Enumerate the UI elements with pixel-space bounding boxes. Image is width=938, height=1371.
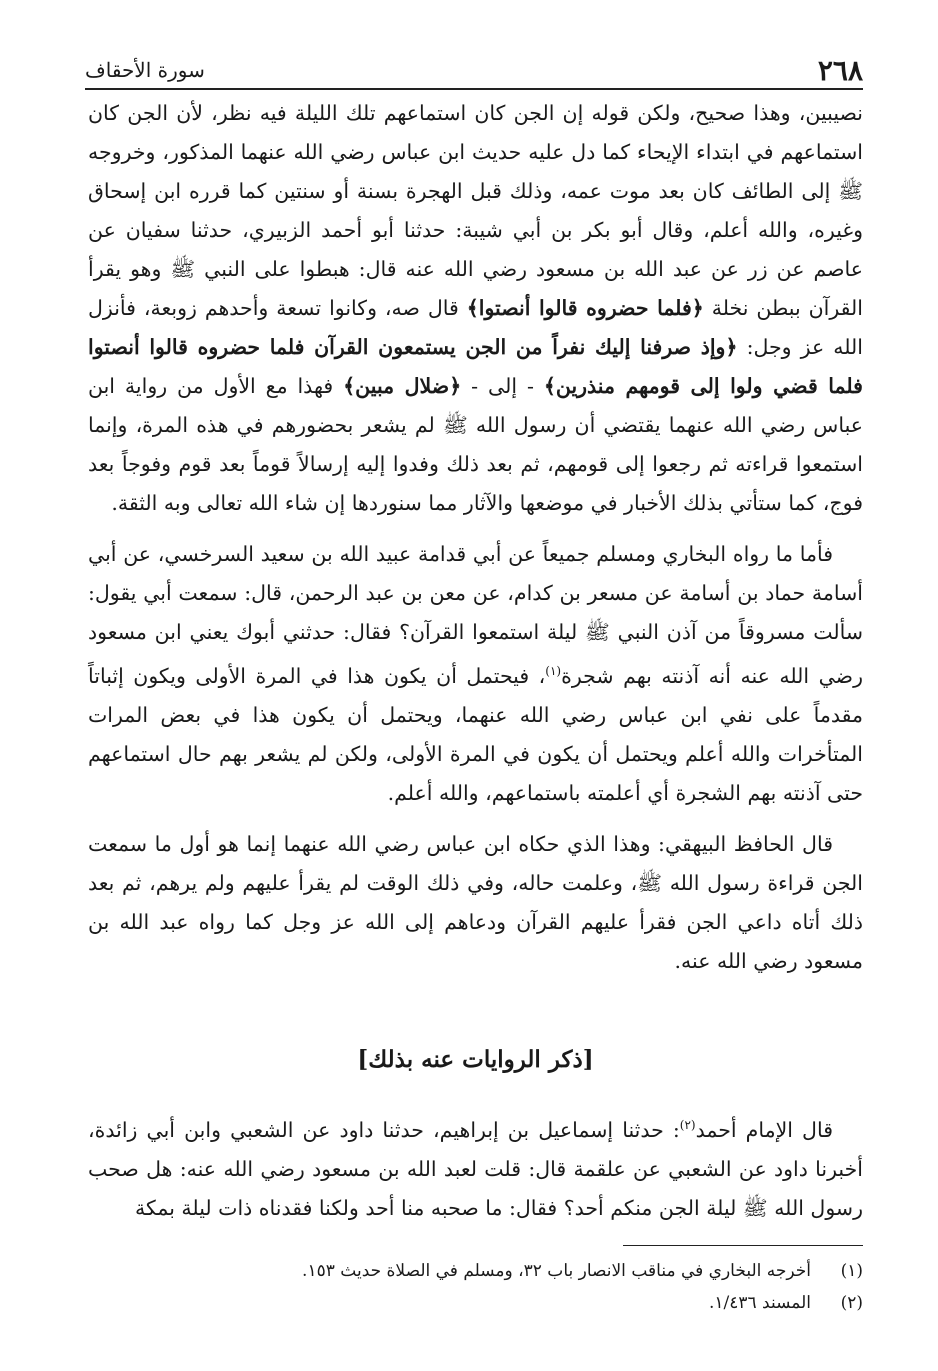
text-run: قال صه، وكانوا تسعة وأحدهم زوبعة، فأنزل الله عز وجل: <box>88 296 863 359</box>
footnote-1 <box>88 1255 863 1287</box>
text-run: ، فيحتمل أن يكون هذا في المرة الأولى ويكون إثباتاً مقدماً على نفي ابن عباس رضي الله عنهما، ويحتمل أن يكون هذا في بعض المرات المتأخرات والله أعلم ويحتمل أن يكون في المرة الأولى، ولكن لم يشعر بهم حال استماعهم حتى آذنته بهم الشجرة أي أعلمته باستماعهم، والله أعلم. <box>88 663 863 805</box>
text-run: فهذا مع الأول من رواية ابن عباس رضي الله عنهما يقتضي أن رسول الله ﷺ لم يشعر بحضورهم في هذه المرة، وإنما استمعوا قراءته ثم رجعوا إلى قومهم، ثم بعد ذلك وفدوا إليه إرسالاً قوماً بعد قوم وفوجاً بعد فوج، كما ستأتي بذلك الأخبار في موضعها والآثار مما سنوردها إن شاء الله تعالى وبه الثقة. <box>88 374 863 515</box>
page-number: ٢٦٨ <box>817 54 863 87</box>
quran-verse: ﴿ضلال مبين﴾ <box>343 374 462 398</box>
paragraph-4 <box>88 1106 863 1228</box>
text-run: - إلى - <box>471 374 534 398</box>
page-header <box>85 52 863 90</box>
paragraph-3: قال الحافظ البيهقي: وهذا الذي حكاه ابن عباس رضي الله عنهما إنما هو أول ما سمعت الجن قراءة رسول الله ﷺ، وعلمت حاله، وفي ذلك الوقت لم يقرأ عليهم ولم يرهم، ثم بعد ذلك أتاه داعي الجن فقرأ عليهم القرآن ودعاهم إلى الله عز وجل كما رواه عبد الله بن مسعود رضي الله عنه. <box>88 831 863 973</box>
footnote-divider <box>623 1245 863 1246</box>
text-run: : حدثنا إسماعيل بن إبراهيم، حدثنا داود عن الشعبي وابن أبي زائدة، أخبرنا داود عن الشعبي عن علقمة قال: قلت لعبد الله بن مسعود رضي الله عنه: هل صحب رسول الله ﷺ ليلة الجن منكم أحد؟ فقال: ما صحبه منا أحد ولكنا فقدناه ذات ليلة بمكة <box>88 1117 863 1220</box>
quran-verse: ﴿فلما حضروه قالوا أنصتوا﴾ <box>466 296 704 320</box>
footnote-marker[interactable]: (١) <box>545 664 562 678</box>
paragraph-2 <box>88 535 863 813</box>
section-text <box>88 1106 863 1228</box>
main-text <box>88 94 863 981</box>
footnote-marker[interactable]: (٢) <box>679 1118 696 1132</box>
text-run: فأما ما رواه البخاري ومسلم جميعاً عن أبي قدامة عبيد الله بن سعيد السرخسي، عن أبي أسامة حماد بن أسامة عن مسعر بن كدام، عن معن بن عبد الرحمن، قال: سمعت أبي يقول: سألت مسروقاً من آذن النبي ﷺ ليلة استمعوا القرآن؟ فقال: حدثني أبوك يعني ابن مسعود رضي الله عنه أنه آذنته بهم شجرة <box>88 542 863 688</box>
quran-verse: ﴿وإذ صرفنا إليك نفراً من الجن يستمعون القرآن فلما حضروه قالوا أنصتوا فلما قضي ولوا إلى قومهم منذرين﴾ <box>88 335 863 398</box>
text-run: قال الإمام أحمد <box>695 1117 833 1142</box>
paragraph-1 <box>88 94 863 523</box>
footnote-number: (٢) <box>840 1293 863 1313</box>
footnotes <box>88 1255 863 1319</box>
footnote-number: (١) <box>840 1261 863 1281</box>
text-run: نصيبين، وهذا صحيح، ولكن قوله إن الجن كان استماعهم تلك الليلة فيه نظر، لأن الجن كان استماعهم في ابتداء الإيحاء كما دل عليه حديث ابن عباس رضي الله عنهما المذكور، وخروجه ﷺ إلى الطائف كان بعد موت عمه، وذلك قبل الهجرة بسنة أو سنتين كما قرره ابن إسحاق وغيره، والله أعلم، وقال أبو بكر بن أبي شيبة: حدثنا أبو أحمد الزبيري، حدثنا سفيان عن عاصم عن زر عن عبد الله بن مسعود رضي الله عنه قال: هبطوا على النبي ﷺ وهو يقرأ القرآن ببطن نخلة <box>88 101 863 320</box>
footnote-text: المسند ١/٤٣٦. <box>708 1293 811 1313</box>
running-title: سورة الأحقاف <box>85 58 205 82</box>
footnote-text: أخرجه البخاري في مناقب الانصار باب ٣٢، ومسلم في الصلاة حديث ١٥٣. <box>302 1261 811 1281</box>
section-heading: [ذكر الروايات عنه بذلك] <box>357 1046 594 1073</box>
footnote-2 <box>88 1287 863 1319</box>
